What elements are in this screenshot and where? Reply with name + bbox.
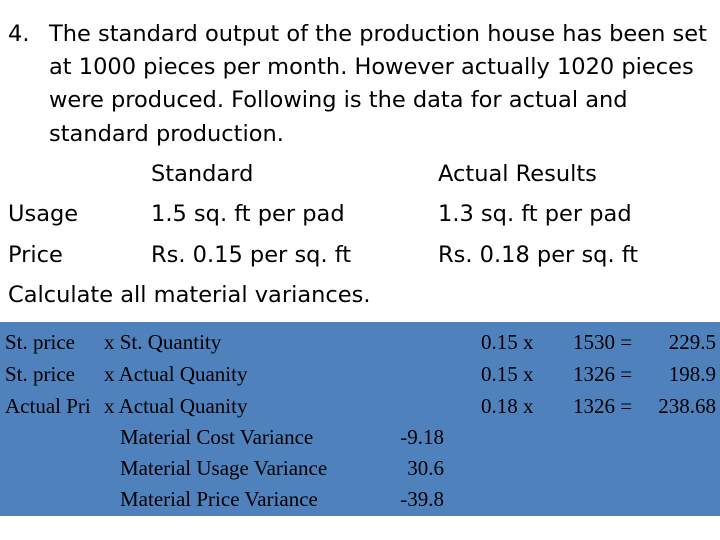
- price-label: Price: [8, 242, 63, 268]
- calc-mid: x St. Quantity: [104, 330, 222, 354]
- usage-standard: 1.5 sq. ft per pad: [151, 201, 345, 227]
- calc-left: Actual Pri: [5, 394, 91, 418]
- variance-value: -9.18: [400, 425, 444, 449]
- calc-left: St. price: [5, 362, 75, 386]
- calc-result: 198.9: [668, 362, 716, 386]
- calc-mid: x Actual Quanity: [104, 362, 248, 386]
- variance-label: Material Usage Variance: [120, 456, 328, 480]
- question-number: 4.: [8, 21, 30, 47]
- question-line: The standard output of the production house has been set: [49, 21, 707, 47]
- actual-header: Actual Results: [438, 161, 597, 187]
- solution-panel: [0, 322, 720, 516]
- usage-actual: 1.3 sq. ft per pad: [438, 201, 632, 227]
- question-line: at 1000 pieces per month. However actually 1020 pieces: [49, 54, 694, 80]
- calc-result: 229.5: [668, 330, 716, 354]
- calc-price: 0.18 x: [481, 394, 534, 418]
- variance-value: -39.8: [400, 487, 444, 511]
- calc-qty: 1530 =: [573, 330, 633, 354]
- price-standard: Rs. 0.15 per sq. ft: [151, 242, 352, 268]
- question-line: were produced. Following is the data for actual and: [49, 87, 628, 113]
- calc-price: 0.15 x: [481, 362, 534, 386]
- usage-label: Usage: [8, 201, 79, 227]
- variance-label: Material Cost Variance: [120, 425, 314, 449]
- calc-left: St. price: [5, 330, 75, 354]
- instruction-text: Calculate all material variances.: [8, 282, 371, 308]
- price-actual: Rs. 0.18 per sq. ft: [438, 242, 639, 268]
- question-line: standard production.: [49, 121, 284, 147]
- calc-qty: 1326 =: [573, 394, 633, 418]
- calc-result: 238.68: [658, 394, 716, 418]
- calc-mid: x Actual Quanity: [104, 394, 248, 418]
- variance-value: 30.6: [407, 456, 444, 480]
- standard-header: Standard: [151, 161, 254, 187]
- calc-qty: 1326 =: [573, 362, 633, 386]
- variance-label: Material Price Variance: [120, 487, 318, 511]
- calc-price: 0.15 x: [481, 330, 534, 354]
